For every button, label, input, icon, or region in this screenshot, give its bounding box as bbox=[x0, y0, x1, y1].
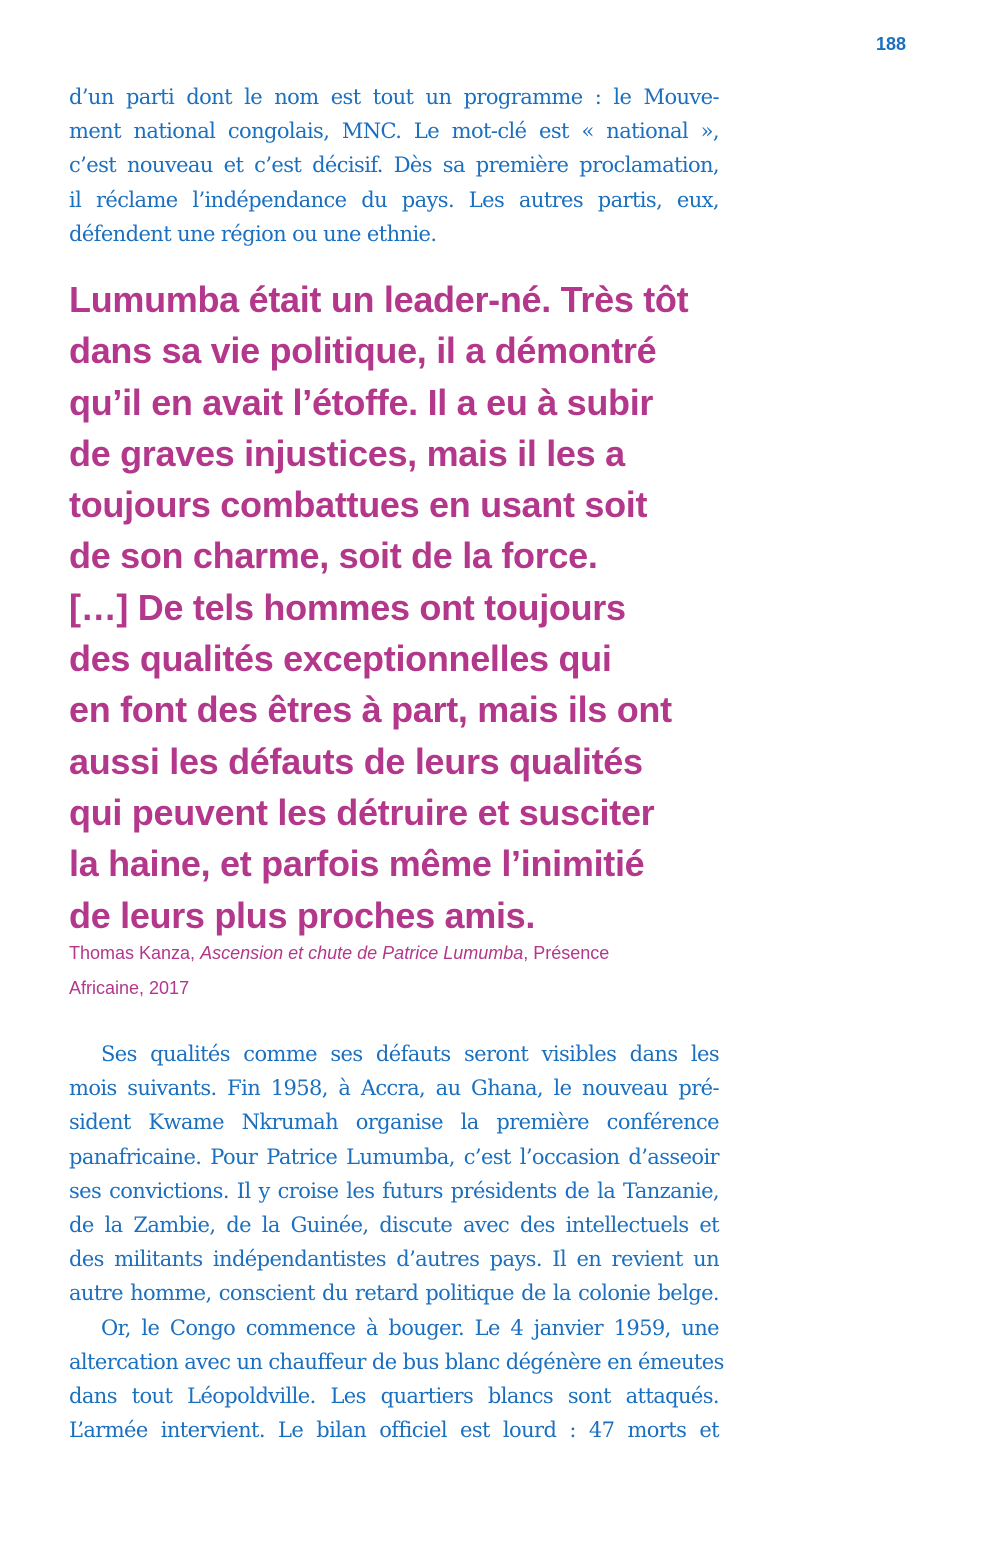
pull-quote bbox=[69, 274, 729, 941]
quote-line: en font des êtres à part, mais ils ont bbox=[69, 689, 672, 731]
text-line: sident Kwame Nkrumah organise la première conférence bbox=[69, 1110, 719, 1135]
text-line: L’armée intervient. Le bilan officiel est lourd : 47 morts et bbox=[69, 1418, 719, 1443]
quote-line: aussi les défauts de leurs qualités bbox=[69, 740, 643, 782]
citation-author: Thomas Kanza, bbox=[69, 943, 201, 963]
text-line: dans tout Léopoldville. Les quartiers blancs sont attaqués. bbox=[69, 1383, 719, 1408]
quote-line: toujours combattues en usant soit bbox=[69, 484, 648, 526]
text-line: ses convictions. Il y croise les futurs présidents de la Tanzanie, bbox=[69, 1178, 719, 1203]
text-line: d’un parti dont le nom est tout un programme : le Mouve- bbox=[69, 85, 719, 109]
text-line: c’est nouveau et c’est décisif. Dès sa première proclamation, bbox=[69, 153, 719, 178]
quote-line: Lumumba était un leader-né. Très tôt bbox=[69, 279, 689, 320]
text-line: des militants indépendantistes d’autres pays. Il en revient un bbox=[69, 1247, 719, 1272]
quote-line: qui peuvent les détruire et susciter bbox=[69, 791, 655, 833]
quote-line: de leurs plus proches amis. bbox=[69, 894, 536, 936]
text-line: mois suivants. Fin 1958, à Accra, au Ghana, le nouveau pré- bbox=[69, 1076, 719, 1101]
text-line: Ses qualités comme ses défauts seront visibles dans les bbox=[101, 1042, 719, 1066]
quote-line: dans sa vie politique, il a démontré bbox=[69, 330, 657, 372]
quote-citation bbox=[69, 936, 609, 1006]
citation-publisher-year: Africaine, 2017 bbox=[69, 978, 190, 998]
citation-title: Ascension et chute de Patrice Lumumba bbox=[200, 943, 524, 963]
text-line: panafricaine. Pour Patrice Lumumba, c’est l’occasion d’asseoir bbox=[69, 1144, 719, 1169]
citation-publisher: , Présence bbox=[523, 943, 610, 963]
quote-line: la haine, et parfois même l’inimitié bbox=[69, 843, 645, 885]
page-number: 188 bbox=[875, 34, 906, 54]
text-line: il réclame l’indépendance du pays. Les autres partis, eux, bbox=[69, 187, 719, 212]
text-line: défendent une région ou une ethnie. bbox=[69, 221, 437, 246]
quote-line: qu’il en avait l’étoffe. Il a eu à subir bbox=[69, 381, 654, 423]
quote-line: de son charme, soit de la force. bbox=[69, 535, 598, 577]
paragraph-1 bbox=[69, 80, 719, 251]
text-line: autre homme, conscient du retard politique de la colonie belge. bbox=[69, 1281, 719, 1306]
text-line: Or, le Congo commence à bouger. Le 4 janvier 1959, une bbox=[101, 1315, 719, 1340]
paragraph-2 bbox=[69, 1037, 724, 1447]
quote-line: de graves injustices, mais il les a bbox=[69, 432, 625, 474]
quote-line: […] De tels hommes ont toujours bbox=[69, 586, 626, 628]
quote-line: des qualités exceptionnelles qui bbox=[69, 638, 612, 680]
text-line: ment national congolais, MNC. Le mot-clé est « national », bbox=[69, 119, 719, 144]
text-line: de la Zambie, de la Guinée, discute avec des intellectuels et bbox=[69, 1212, 719, 1237]
text-line: altercation avec un chauffeur de bus blanc dégénère en émeutes bbox=[69, 1349, 724, 1374]
